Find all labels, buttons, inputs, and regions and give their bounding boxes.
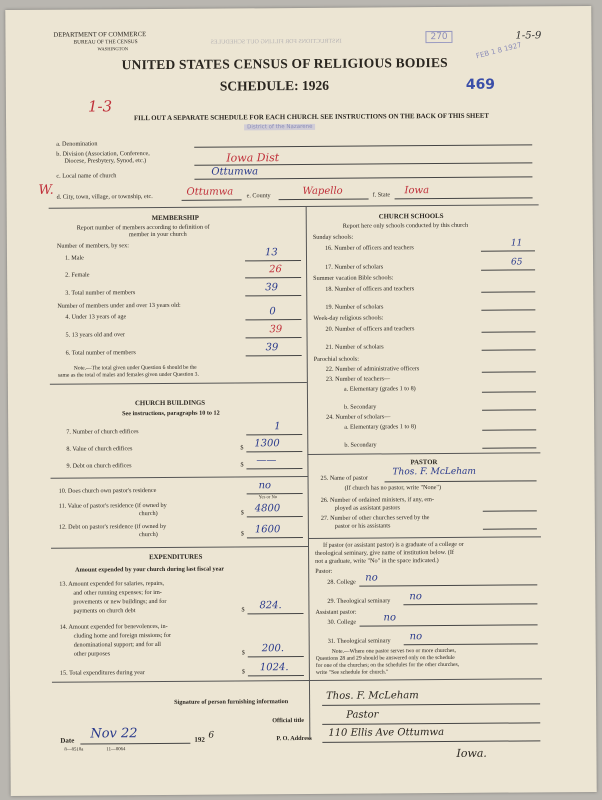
q14-label-d: other purposes (73, 650, 111, 658)
q30-line (360, 624, 538, 626)
q20-label: 20. Number of officers and teachers (325, 325, 415, 333)
q13-value: 824. (259, 600, 282, 612)
q14-label-b: cluding home and foreign missions; for (73, 631, 172, 640)
q31-label: 31. Theological seminary (327, 637, 391, 645)
fill-out-instruction: FILL OUT A SEPARATE SCHEDULE FOR EACH CHURCH. SEE INSTRUCTIONS ON THE BACK OF THIS SHEET (134, 112, 489, 123)
pastor-note-3: for one of the churches; on the schedules for the other churches, (315, 661, 460, 669)
q2-line (245, 277, 301, 278)
w-mark: W. (38, 182, 54, 198)
q25-note: (If church has no pastor, write "None") (344, 484, 442, 492)
q31-value: no (409, 631, 423, 643)
q7-label: 7. Number of church edifices (66, 428, 139, 436)
membership-sub-1: Report number of members according to definition of (76, 223, 210, 232)
q3-label: 3. Total number of members (65, 289, 136, 297)
q30-label: 30. College (327, 618, 357, 626)
city-label: WASHINGTON (97, 46, 129, 52)
q8-dollar: $ (240, 444, 244, 452)
q24a-label: a. Elementary (grades 1 to 8) (344, 423, 417, 431)
division-label: b. Division (Association, Conference, (56, 150, 150, 158)
q24b-line (482, 447, 536, 448)
q9-value: —— (256, 455, 277, 467)
q16-label: 16. Number of officers and teachers (324, 244, 414, 252)
sunday-label: Sunday schools: (312, 233, 354, 241)
pastor-note-1: Note.—Where one pastor serves two or more churches, (331, 647, 456, 655)
q2-value: 26 (269, 264, 282, 276)
q12-label-2: church) (138, 531, 158, 539)
q19-label: 19. Number of scholars (325, 303, 384, 311)
expenditures-heading: EXPENDITURES (149, 553, 203, 562)
q25-line (385, 480, 537, 482)
q24-label: 24. Number of scholars— (326, 413, 391, 421)
corner-date: 1-5-9 (515, 30, 542, 42)
county-value: Wapello (302, 185, 343, 197)
address-value-1: 110 Ellis Ave Ottumwa (328, 727, 445, 739)
date-line (80, 743, 190, 745)
q25-value: Thos. F. McLeham (392, 466, 476, 478)
q26-label-b: ployed as assistant pastors (334, 504, 400, 512)
q14-label-a: 14. Amount expended for benevolences, in- (59, 622, 168, 631)
schedule-title: SCHEDULE: 1926 (219, 77, 329, 94)
city-value: Ottumwa (186, 186, 234, 198)
denomination-line (194, 144, 532, 147)
q23b-label: b. Secondary (344, 403, 377, 411)
q13-line (247, 613, 303, 614)
q15-dollar: $ (241, 668, 246, 676)
official-title-value: Pastor (346, 709, 379, 721)
q14-label-c: denominational support; and for all (73, 640, 162, 649)
state-label: f. State (372, 191, 391, 199)
membership-note-2: same as the total of males and females given under Question 3. (57, 371, 199, 379)
q17-value: 65 (511, 257, 523, 268)
expenditures-rule (51, 546, 308, 549)
signature-value: Thos. F. McLeham (326, 690, 419, 702)
q23a-label: a. Elementary (grades 1 to 8) (343, 385, 416, 393)
q8-label: 8. Value of church edifices (66, 445, 133, 453)
q13-dollar: $ (241, 606, 245, 614)
parochial-label: Parochial schools: (313, 355, 359, 363)
q9-dollar: $ (240, 461, 244, 469)
q14-value: 200. (261, 643, 285, 655)
q23-label: 23. Number of teachers— (325, 375, 391, 383)
q14-dollar: $ (241, 649, 245, 657)
q29-line (403, 603, 537, 605)
q9-label: 9. Debt on church edifices (66, 462, 132, 470)
denomination-label: a. Denomination (56, 140, 98, 148)
q27-label-a: 27. Number of other churches served by the (320, 514, 430, 522)
q5-label: 5. 13 years old and over (65, 331, 126, 339)
membership-note-1: Note.—The total given under Question 6 should be the (73, 364, 197, 372)
q15-label: 15. Total expenditures during year (59, 669, 145, 677)
pastor-sub-label: Pastor: (315, 567, 333, 575)
age-head-label: Number of members under and over 13 years old: (57, 301, 181, 310)
division-value: Iowa Dist (226, 151, 280, 165)
q23a-line (482, 391, 536, 392)
file-number-stamp: 270 (425, 31, 452, 43)
q7-value: 1 (274, 421, 281, 433)
schools-heading: CHURCH SCHOOLS (378, 213, 444, 221)
q26-line (483, 510, 537, 511)
grid-top-rule (49, 204, 539, 208)
q1-line (245, 260, 301, 261)
q3-line (245, 295, 301, 296)
q15-line (248, 675, 304, 676)
q1-value: 13 (264, 247, 278, 259)
q17-line (481, 269, 535, 270)
q13-label-b: and other running expenses; for im- (73, 588, 162, 597)
q11-label: 11. Value of pastor's residence (if owned by (58, 501, 167, 510)
official-title-label: Official title (272, 716, 305, 725)
date-label: Date (60, 736, 75, 745)
buildings-rule (50, 382, 307, 385)
address-label: P. O. Address (276, 734, 312, 743)
q8-value: 1300 (254, 438, 280, 450)
q20-line (482, 331, 536, 332)
q17-label: 17. Number of scholars (325, 263, 384, 271)
q14-line (248, 656, 304, 657)
q21-line (482, 349, 536, 350)
q12-line (247, 537, 303, 538)
q13-label-d: payments on church debt (73, 607, 136, 615)
q11-value: 4800 (254, 503, 281, 515)
address-line (322, 740, 540, 743)
q6-label: 6. Total number of members (65, 349, 136, 357)
q27-line (483, 528, 537, 529)
q24b-label: b. Secondary (344, 441, 377, 449)
q22-label: 22. Number of administrative officers (325, 365, 420, 373)
q9-line (246, 468, 302, 469)
q3-value: 39 (265, 282, 278, 294)
q16-line (481, 250, 535, 251)
graduate-note-1: If pastor (or assistant pastor) is a graduate of a college or (322, 540, 464, 549)
dept-label: DEPARTMENT OF COMMERCE (53, 31, 147, 39)
q22-line (482, 371, 536, 372)
city-field-label: d. City, town, village, or township, etc. (56, 193, 153, 201)
division-label-2: Diocese, Presbytery, Synod, etc.) (64, 157, 147, 165)
q12-dollar: $ (240, 530, 245, 538)
residence-rule (51, 476, 308, 479)
signature-line (322, 703, 540, 706)
q25-label: 25. Name of pastor (320, 474, 369, 482)
q12-value: 1600 (254, 524, 281, 536)
q5-value: 39 (269, 324, 283, 336)
form-number-2: 11—0064 (106, 747, 126, 753)
schools-sub: Report here only schools conducted by this church (342, 221, 469, 230)
q27-label-b: pastor or his assistants (334, 522, 391, 530)
q21-label: 21. Number of scholars (325, 343, 384, 351)
date-value: Nov 22 (90, 726, 138, 742)
q31-line (404, 643, 538, 645)
form-number: 8—8518a (64, 747, 84, 753)
buildings-heading: CHURCH BUILDINGS (134, 399, 206, 408)
local-name-label: c. Local name of church (56, 172, 117, 180)
bleed-through-text: INSTRUCTIONS FOR FILLING OUT SCHEDULES (210, 38, 342, 46)
membership-sub-2: member in your church (128, 230, 187, 239)
county-line (279, 199, 369, 201)
state-value: Iowa (404, 185, 430, 197)
q18-line (481, 291, 535, 292)
q28-label: 28. College (327, 578, 356, 586)
q11-label-2: church) (138, 510, 158, 518)
signature-label: Signature of person furnishing information (174, 698, 289, 706)
pastor-note-2: Questions 28 and 29 should be answered only on the schedule (315, 654, 455, 662)
q2-label: 2. Female (65, 271, 90, 279)
received-stamp: FEB 1 8 1927 (475, 40, 523, 61)
state-line (395, 197, 533, 199)
q15-value: 1024. (259, 662, 289, 674)
yes-no-hint: Yes or No (258, 494, 278, 500)
q19-line (481, 309, 535, 310)
q16-value: 11 (510, 238, 523, 249)
county-label: e. County (246, 192, 271, 200)
footer-rule (52, 678, 542, 682)
graduate-note-2: theological seminary, give name of institution below. (If (315, 548, 454, 557)
q6-line (246, 355, 302, 356)
membership-heading: MEMBERSHIP (151, 214, 199, 223)
q13-label-a: 13. Amount expended for salaries, repairs, (59, 579, 165, 588)
assistant-pastor-label: Assistant pastor: (315, 608, 357, 616)
q29-value: no (409, 591, 422, 603)
local-name-value: Ottumwa (211, 166, 259, 178)
buildings-sub: See instructions, paragraphs 10 to 12 (122, 409, 220, 418)
q13-label-c: provements or new buildings; and for (73, 597, 167, 606)
official-title-line (322, 722, 540, 725)
q10-value: no (258, 480, 272, 492)
q28-value: no (365, 572, 378, 584)
year-value: 6 (208, 730, 215, 741)
district-stamp: District of the Nazarene (244, 124, 316, 130)
summer-label: Summer vacation Bible schools: (313, 274, 394, 282)
q11-line (247, 516, 303, 517)
q5-line (246, 337, 302, 338)
bureau-label: BUREAU OF THE CENSUS (73, 39, 138, 46)
graduate-rule (308, 536, 541, 539)
q10-label: 10. Does church own pastor's residence (58, 487, 157, 495)
grid-center-divider (306, 206, 311, 740)
pastor-rule (307, 452, 540, 455)
by-sex-label: Number of members, by sex: (56, 242, 129, 250)
q11-dollar: $ (240, 509, 244, 517)
q7-line (246, 434, 302, 435)
q24a-line (482, 429, 536, 430)
q28-line (359, 584, 537, 586)
q6-value: 39 (265, 342, 279, 354)
graduate-note-3: not a graduate, write "No" in the space indicated.) (315, 557, 439, 565)
q12-label: 12. Debt on pastor's residence (if owned by (58, 522, 167, 531)
pastor-heading: PASTOR (410, 459, 438, 467)
q1-label: 1. Male (64, 254, 84, 262)
weekday-label: Week-day religious schools: (313, 314, 384, 322)
census-schedule-sheet (5, 6, 596, 796)
q18-label: 18. Number of officers and teachers (325, 285, 415, 293)
q30-value: no (383, 612, 397, 624)
q4-line (245, 319, 301, 320)
form-title: UNITED STATES CENSUS OF RELIGIOUS BODIES (121, 54, 448, 73)
q8-line (246, 451, 302, 452)
marginal-mark: 1-3 (87, 97, 113, 116)
q26-label-a: 26. Number of ordained ministers, if any, em- (320, 496, 435, 504)
city-line (182, 199, 242, 200)
pastor-note-4: write "See schedule for church." (315, 669, 389, 676)
q4-label: 4. Under 13 years of age (65, 313, 127, 321)
expenditures-sub: Amount expended by your church during last fiscal year (75, 565, 225, 574)
address-value-2: Iowa. (456, 746, 487, 760)
q4-value: 0 (269, 306, 276, 318)
year-label: 192 (194, 735, 205, 744)
q29-label: 29. Theological seminary (327, 597, 391, 605)
schedule-number: 469 (465, 76, 496, 93)
q23b-line (482, 409, 536, 410)
